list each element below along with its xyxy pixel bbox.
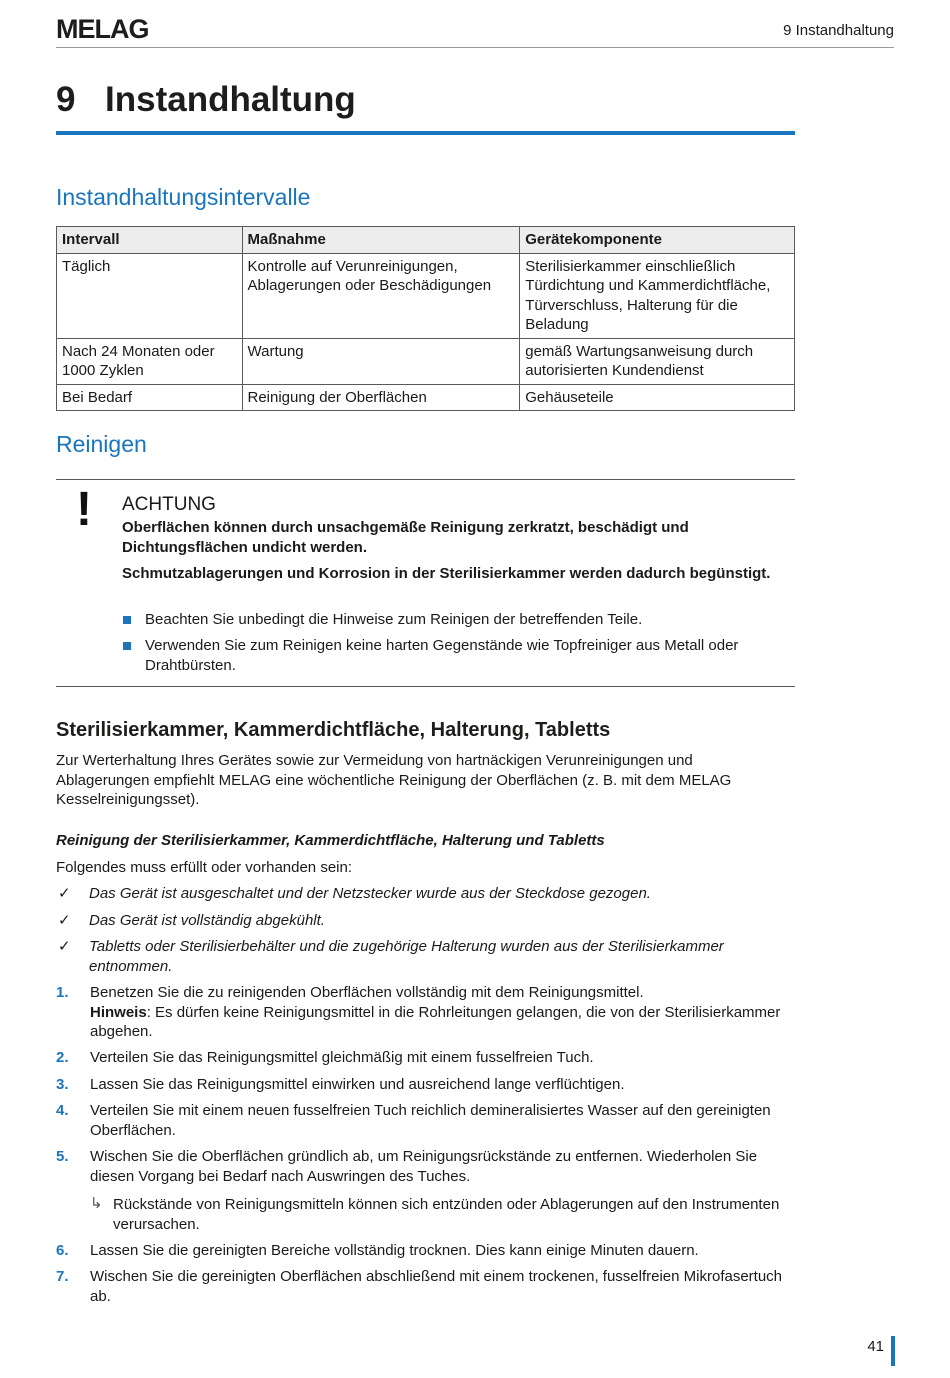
procedure-step bbox=[56, 1241, 791, 1261]
page-marker-bar bbox=[891, 1336, 895, 1366]
list-item-text: Beachten Sie unbedingt die Hinweise zum Reinigen der betreffenden Teile. bbox=[145, 611, 643, 628]
warning-title: ACHTUNG bbox=[122, 494, 216, 515]
chapter-number: 9 bbox=[56, 80, 76, 119]
table-cell: Gehäuseteile bbox=[520, 384, 795, 411]
procedure-step bbox=[56, 1075, 791, 1095]
procedure-step bbox=[56, 983, 791, 1042]
checkmark-icon: ✓ bbox=[58, 885, 71, 902]
checkmark-icon: ✓ bbox=[58, 912, 71, 929]
chapter-title-text: Instandhaltung bbox=[105, 80, 356, 119]
warning-text: Schmutzablagerungen und Korrosion in der Sterilisierkammer werden dadurch begünstigt. bbox=[122, 565, 771, 582]
procedure-step bbox=[56, 1147, 791, 1186]
warning-top-rule bbox=[56, 479, 795, 480]
step-text: Lassen Sie das Reinigungsmittel einwirken und ausreichend lange verflüchtigen. bbox=[90, 1076, 625, 1093]
table-cell: Nach 24 Monaten oder 1000 Zyklen bbox=[57, 338, 243, 384]
table-header-row bbox=[57, 227, 795, 254]
list-item bbox=[122, 636, 782, 675]
result-text: Rückstände von Reinigungsmitteln können sich entzünden oder Ablagerungen auf den Instrumenten verursachen. bbox=[113, 1196, 780, 1233]
step-text: Verteilen Sie mit einem neuen fusselfreien Tuch reichlich demineralisiertes Wasser auf den gereinigten Oberflächen. bbox=[90, 1102, 771, 1139]
step-number: 1. bbox=[56, 984, 69, 1001]
step-number: 3. bbox=[56, 1076, 69, 1093]
table-cell: gemäß Wartungsanweisung durch autorisierten Kundendienst bbox=[520, 338, 795, 384]
step-number: 7. bbox=[56, 1268, 69, 1285]
checkmark-icon: ✓ bbox=[58, 938, 71, 955]
step-number: 2. bbox=[56, 1049, 69, 1066]
step-number: 4. bbox=[56, 1102, 69, 1119]
step-text: Verteilen Sie das Reinigungsmittel gleichmäßig mit einem fusselfreien Tuch. bbox=[90, 1049, 594, 1066]
exclamation-icon: ! bbox=[76, 483, 92, 536]
step-number: 5. bbox=[56, 1148, 69, 1165]
warning-bottom-rule bbox=[56, 686, 795, 687]
table-cell: Reinigung der Oberflächen bbox=[242, 384, 520, 411]
requirement-item bbox=[56, 884, 786, 904]
maintenance-interval-table bbox=[56, 226, 795, 411]
requirement-text: Tabletts oder Sterilisierbehälter und die zugehörige Halterung wurden aus der Sterilisierkammer entnommen. bbox=[89, 938, 724, 975]
chapter-rule bbox=[56, 131, 795, 135]
section-heading-chamber: Sterilisierkammer, Kammerdichtfläche, Halterung, Tabletts bbox=[56, 719, 611, 741]
step-text: Wischen Sie die gereinigten Oberflächen abschließend mit einem trockenen, fusselfreien Mikrofasertuch ab. bbox=[90, 1268, 783, 1305]
section-heading-cleaning: Reinigen bbox=[56, 431, 147, 457]
procedure-step bbox=[56, 1048, 791, 1068]
step-text: Benetzen Sie die zu reinigenden Oberflächen vollständig mit dem Reinigungsmittel. bbox=[90, 984, 644, 1001]
step-text: Wischen Sie die Oberflächen gründlich ab, um Reinigungsrückstände zu entfernen. Wiederholen Sie diesen Vorgang bei Bedarf nach Auswringen des Tuches. bbox=[90, 1148, 758, 1185]
result-arrow-icon: ↳ bbox=[90, 1195, 103, 1212]
table-row bbox=[57, 338, 795, 384]
table-cell: Kontrolle auf Verunreinigungen, Ablagerungen oder Beschädigungen bbox=[242, 253, 520, 338]
melag-logo: MELAG bbox=[56, 14, 149, 44]
square-bullet-icon bbox=[123, 616, 131, 624]
page-number: 41 bbox=[867, 1338, 884, 1355]
requirement-item bbox=[56, 911, 786, 931]
table-cell: Bei Bedarf bbox=[57, 384, 243, 411]
procedure-step bbox=[56, 1267, 791, 1306]
table-header-cell: Gerätekomponente bbox=[520, 227, 795, 254]
section-heading-intervals: Instandhaltungsintervalle bbox=[56, 184, 311, 210]
table-cell: Wartung bbox=[242, 338, 520, 384]
square-bullet-icon bbox=[123, 642, 131, 650]
header-rule bbox=[56, 47, 894, 48]
table-row bbox=[57, 253, 795, 338]
intro-paragraph: Zur Werterhaltung Ihres Gerätes sowie zur Vermeidung von hartnäckigen Verunreinigungen und Ablagerungen empfiehlt MELAG eine wöchentliche Reinigung der Oberflächen (z. B. mit dem MELAG Kesselreinigungsset). bbox=[56, 752, 732, 808]
list-item bbox=[122, 610, 782, 630]
requirement-item bbox=[56, 937, 786, 976]
hint-text: : Es dürfen keine Reinigungsmittel in die Rohrleitungen gelangen, die von der Sterilisierkammer abgehen. bbox=[90, 1003, 781, 1040]
running-head: 9 Instandhaltung bbox=[783, 22, 894, 39]
hint-label: Hinweis bbox=[90, 1003, 147, 1021]
chapter-title bbox=[56, 80, 356, 120]
table-cell: Täglich bbox=[57, 253, 243, 338]
table-header-cell: Intervall bbox=[57, 227, 243, 254]
step-text: Lassen Sie die gereinigten Bereiche vollständig trocknen. Dies kann einige Minuten dauern. bbox=[90, 1242, 699, 1259]
step-result bbox=[90, 1195, 790, 1234]
list-item-text: Verwenden Sie zum Reinigen keine harten Gegenstände wie Topfreiniger aus Metall oder Drahtbürsten. bbox=[145, 637, 739, 674]
requirement-text: Das Gerät ist ausgeschaltet und der Netzstecker wurde aus der Steckdose gezogen. bbox=[89, 885, 651, 902]
requirements-intro: Folgendes muss erfüllt oder vorhanden sein: bbox=[56, 859, 353, 876]
table-cell: Sterilisierkammer einschließlich Türdichtung und Kammerdichtfläche, Türverschluss, Halterung für die Beladung bbox=[520, 253, 795, 338]
table-row bbox=[57, 384, 795, 411]
warning-text: Oberflächen können durch unsachgemäße Reinigung zerkratzt, beschädigt und Dichtungsflächen undicht werden. bbox=[122, 519, 689, 556]
table-header-cell: Maßnahme bbox=[242, 227, 520, 254]
procedure-heading: Reinigung der Sterilisierkammer, Kammerdichtfläche, Halterung und Tabletts bbox=[56, 832, 605, 849]
procedure-step bbox=[56, 1101, 791, 1140]
step-number: 6. bbox=[56, 1242, 69, 1259]
requirement-text: Das Gerät ist vollständig abgekühlt. bbox=[89, 912, 325, 929]
